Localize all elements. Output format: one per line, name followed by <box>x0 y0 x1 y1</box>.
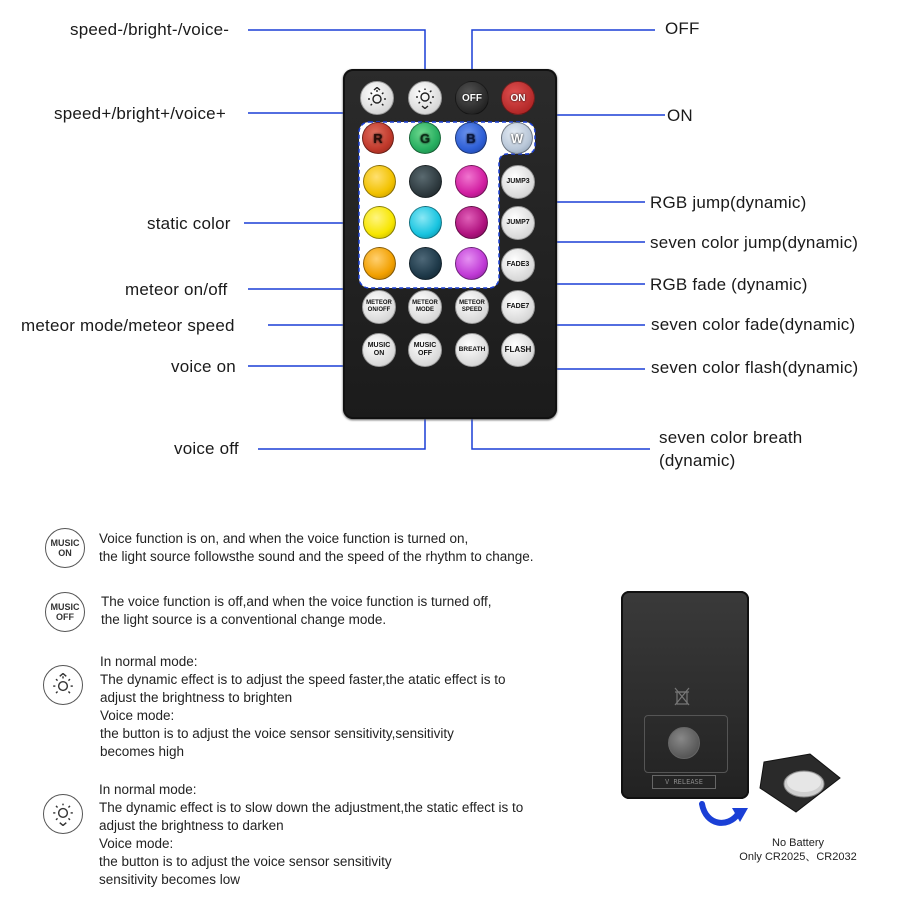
music-on-label-1: MUSIC <box>367 342 391 349</box>
meteor-mode-button[interactable] <box>408 290 442 324</box>
release-label: V RELEASE <box>652 775 716 789</box>
jump3-button[interactable] <box>501 165 535 199</box>
off-button-label: OFF <box>462 92 482 104</box>
desc-line: In normal mode: <box>99 782 197 797</box>
callout-on: ON <box>667 106 693 125</box>
desc-music-off <box>101 593 492 629</box>
on-button-label: ON <box>510 92 526 104</box>
speed-plus-button[interactable] <box>360 81 394 115</box>
battery-note-line1: No Battery <box>772 837 824 849</box>
speed-minus-button[interactable] <box>408 81 442 115</box>
brightness-up-icon <box>43 665 83 705</box>
desc-line: the button is to adjust the voice sensor sensitivity <box>99 854 392 869</box>
fade3-button[interactable] <box>501 248 535 282</box>
desc-music-off-icon-1: MUSIC <box>50 602 80 612</box>
callout-speed-minus: speed-/bright-/voice- <box>70 20 230 39</box>
meteor-speed-label-1: METEOR <box>459 300 485 306</box>
desc-line: adjust the brightness to brighten <box>100 690 293 705</box>
cyan-button[interactable] <box>409 206 442 239</box>
desc-line: The dynamic effect is to adjust the speed faster,the atatic effect is to <box>100 672 506 687</box>
meteor-mode-label-2: MODE <box>416 307 434 313</box>
desc-line: the button is to adjust the voice sensor sensitivity,sensitivity <box>100 726 454 741</box>
yellow-button[interactable] <box>363 165 396 198</box>
meteor-onoff-label-1: METEOR <box>366 300 392 306</box>
desc-line: the light source is a conventional change mode. <box>101 612 387 627</box>
desc-brightness-down <box>99 781 523 889</box>
callout-voice-on: voice on <box>171 357 236 376</box>
breath-label: BREATH <box>458 346 486 353</box>
brightness-down-icon <box>414 87 436 109</box>
on-button[interactable] <box>501 81 535 115</box>
violet-button[interactable] <box>455 247 488 280</box>
callout-rgb-jump: RGB jump(dynamic) <box>650 193 807 212</box>
battery-tray <box>758 752 842 814</box>
callout-seven-fade: seven color fade(dynamic) <box>651 315 856 334</box>
recycle-bin-icon <box>672 686 692 706</box>
music-on-label-2: ON <box>373 350 385 357</box>
dark-slate-button[interactable] <box>409 165 442 198</box>
desc-line: becomes high <box>100 744 185 759</box>
desc-music-off-icon-2: OFF <box>56 612 74 622</box>
desc-line: In normal mode: <box>100 654 198 669</box>
callout-rgb-fade: RGB fade (dynamic) <box>650 275 808 294</box>
battery-note <box>718 836 878 864</box>
green-label: G <box>419 130 431 146</box>
magenta-button[interactable] <box>455 165 488 198</box>
desc-line: sensitivity becomes low <box>99 872 241 887</box>
music-off-button[interactable] <box>408 333 442 367</box>
music-off-icon <box>45 592 85 632</box>
callout-breath-line1: seven color breath <box>659 428 803 447</box>
green-button[interactable] <box>409 122 441 154</box>
jump7-label: JUMP7 <box>506 219 530 226</box>
red-label: R <box>373 130 383 146</box>
fade3-label: FADE3 <box>506 261 530 268</box>
desc-music-on <box>99 530 534 566</box>
callout-seven-jump: seven color jump(dynamic) <box>650 233 859 252</box>
callout-meteor-mode: meteor mode/meteor speed <box>21 316 235 335</box>
callout-meteor-on-off: meteor on/off <box>125 280 228 299</box>
desc-music-on-icon-1: MUSIC <box>50 538 80 548</box>
fade7-label: FADE7 <box>506 303 530 310</box>
desc-line: Voice mode: <box>100 708 175 723</box>
music-on-icon <box>45 528 85 568</box>
flash-label: FLASH <box>504 345 532 354</box>
fade7-button[interactable] <box>501 290 535 324</box>
arrow-icon <box>698 798 750 832</box>
purple-magenta-button[interactable] <box>455 206 488 239</box>
blue-button[interactable] <box>455 122 487 154</box>
callout-speed-plus: speed+/bright+/voice+ <box>54 104 226 123</box>
breath-button[interactable] <box>455 333 489 367</box>
callout-seven-flash: seven color flash(dynamic) <box>651 358 859 377</box>
desc-line: Voice function is on, and when the voice function is turned on, <box>99 531 469 546</box>
jump3-label: JUMP3 <box>506 178 530 185</box>
meteor-speed-label-2: SPEED <box>461 307 483 313</box>
music-off-label-1: MUSIC <box>413 342 437 349</box>
desc-line: The dynamic effect is to slow down the adjustment,the static effect is to <box>99 800 524 815</box>
callout-voice-off: voice off <box>174 439 239 458</box>
callout-static-color: static color <box>147 214 231 233</box>
desc-music-on-icon-2: ON <box>58 548 72 558</box>
callout-off: OFF <box>665 19 700 38</box>
red-button[interactable] <box>362 122 394 154</box>
meteor-mode-label-1: METEOR <box>412 300 438 306</box>
white-label: W <box>510 130 524 146</box>
jump7-button[interactable] <box>501 206 535 240</box>
callout-breath-line2: (dynamic) <box>659 451 736 470</box>
brightness-down-icon <box>43 794 83 834</box>
lemon-button[interactable] <box>363 206 396 239</box>
blue-label: B <box>466 130 476 146</box>
desc-brightness-up <box>100 653 505 761</box>
dark-teal-button[interactable] <box>409 247 442 280</box>
battery-coin <box>668 727 700 759</box>
brightness-up-icon <box>366 87 388 109</box>
white-button[interactable] <box>501 122 533 154</box>
desc-line: Voice mode: <box>99 836 174 851</box>
meteor-on-off-button[interactable] <box>362 290 396 324</box>
orange-button[interactable] <box>363 247 396 280</box>
meteor-speed-button[interactable] <box>455 290 489 324</box>
desc-line: adjust the brightness to darken <box>99 818 284 833</box>
desc-line: the light source followsthe sound and the speed of the rhythm to change. <box>99 549 534 564</box>
flash-button[interactable] <box>501 333 535 367</box>
meteor-onoff-label-2: ON/OFF <box>367 307 391 313</box>
off-button[interactable] <box>455 81 489 115</box>
battery-note-line2: Only CR2025、CR2032 <box>739 851 857 863</box>
desc-line: The voice function is off,and when the voice function is turned off, <box>101 594 492 609</box>
music-off-label-2: OFF <box>418 350 432 357</box>
music-on-button[interactable] <box>362 333 396 367</box>
